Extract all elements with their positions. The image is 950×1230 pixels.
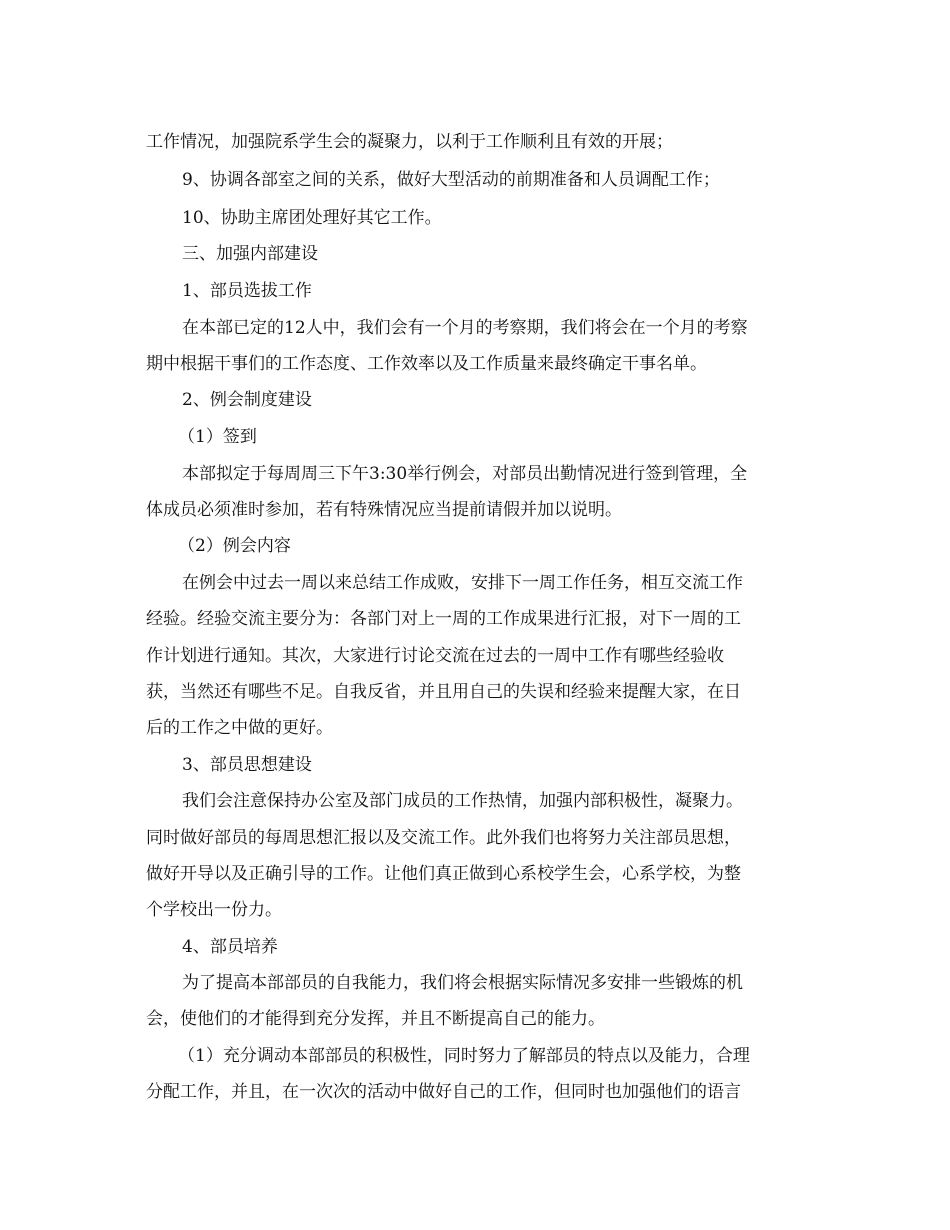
list-item: 9、协调各部室之间的关系，做好大型活动的前期准备和人员调配工作； [182, 170, 720, 190]
list-item: 10、协助主席团处理好其它工作。 [182, 208, 442, 228]
text-line: 在本部已定的12人中，我们会有一个月的考察期，我们将会在一个月的考察 [182, 318, 748, 338]
item-heading: （1）签到 [178, 427, 257, 447]
text-line: 分配工作，并且，在一次次的活动中做好自己的工作，但同时也加强他们的语言 [146, 1082, 741, 1102]
text-line: 在例会中过去一周以来总结工作成败，安排下一周工作任务，相互交流工作 [182, 573, 743, 593]
text-line: 我们会注意保持办公室及部门成员的工作热情，加强内部积极性，凝聚力。 [182, 791, 743, 811]
text-line: 做好开导以及正确引导的工作。让他们真正做到心系校学生会，心系学校，为整 [146, 864, 741, 884]
section-heading: 三、加强内部建设 [182, 244, 318, 264]
subsection-heading: 2、例会制度建设 [182, 390, 312, 410]
text-line: 工作情况，加强院系学生会的凝聚力，以利于工作顺利且有效的开展； [146, 132, 673, 152]
text-line: 期中根据干事们的工作态度、工作效率以及工作质量来最终确定干事名单。 [146, 354, 707, 374]
item-heading: （2）例会内容 [178, 536, 291, 556]
text-line: 经验。经验交流主要分为：各部门对上一周的工作成果进行汇报，对下一周的工 [146, 609, 741, 629]
text-line: 个学校出一份力。 [146, 900, 282, 920]
text-line: 作计划进行通知。其次，大家进行讨论交流在过去的一周中工作有哪些经验收 [146, 646, 724, 666]
text-line: 后的工作之中做的更好。 [146, 718, 333, 738]
text-line: （1）充分调动本部部员的积极性，同时努力了解部员的特点以及能力，合理 [178, 1046, 750, 1066]
subsection-heading: 3、部员思想建设 [182, 755, 312, 775]
subsection-heading: 4、部员培养 [182, 937, 278, 957]
text-line: 获，当然还有哪些不足。自我反省，并且用自己的失误和经验来提醒大家，在日 [146, 682, 741, 702]
text-line: 同时做好部员的每周思想汇报以及交流工作。此外我们也将努力关注部员思想， [146, 828, 741, 848]
text-line: 体成员必须准时参加，若有特殊情况应当提前请假并加以说明。 [146, 500, 622, 520]
text-line: 为了提高本部部员的自我能力，我们将会根据实际情况多安排一些锻炼的机 [182, 973, 743, 993]
text-line: 会，使他们的才能得到充分发挥，并且不断提高自己的能力。 [146, 1009, 605, 1029]
text-line: 本部拟定于每周周三下午3:30举行例会，对部员出勤情况进行签到管理，全 [182, 464, 748, 484]
subsection-heading: 1、部员选拔工作 [182, 281, 312, 301]
